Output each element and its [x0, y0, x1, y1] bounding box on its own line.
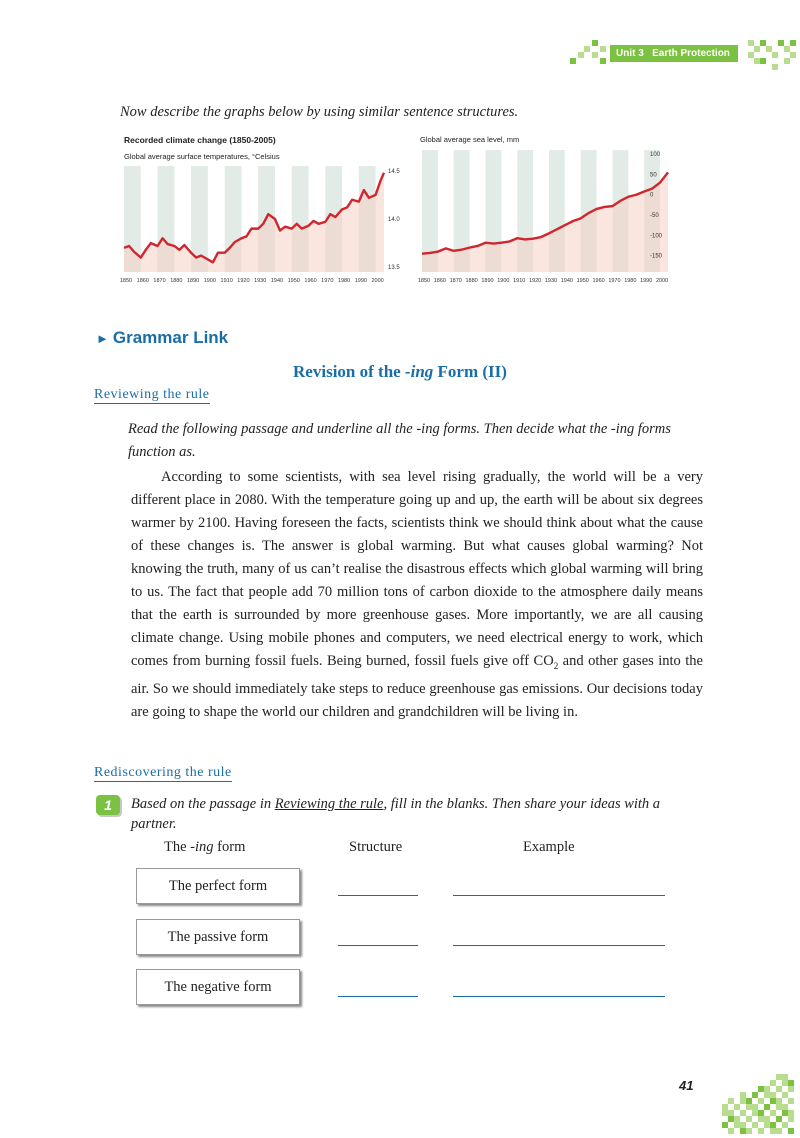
- rediscovering-heading: Rediscovering the rule: [94, 765, 232, 780]
- chart-x-tick-label: 1910: [220, 278, 233, 284]
- chart-y-tick-label: 14.0: [388, 217, 400, 223]
- section-title-pre: Revision of the: [293, 362, 405, 381]
- grammar-link-heading: [96, 328, 228, 348]
- col1-em: -ing: [190, 839, 214, 855]
- chart-x-tick-label: 1850: [119, 278, 133, 284]
- col1-pre: The: [164, 839, 191, 855]
- chart-x-tick-label: 1850: [417, 278, 431, 284]
- chart-x-tick-label: 1950: [287, 278, 300, 284]
- unit-label: Unit 3: [616, 48, 644, 59]
- pixel-square: [772, 52, 778, 58]
- chart-x-tick-label: 1940: [270, 278, 284, 284]
- chart-x-tick-label: 1910: [513, 278, 526, 284]
- chart-y-tick-label: -50: [650, 213, 659, 220]
- form-box-negative: The negative form: [136, 969, 300, 1005]
- task-post: , fill in the blanks. Then share your ideas with a partner.: [131, 796, 661, 832]
- chart-y-tick-label: 100: [650, 152, 661, 159]
- chart-x-tick-label: 1870: [449, 278, 462, 284]
- pixel-square: [788, 1128, 794, 1134]
- chart-x-tick-label: 1940: [560, 278, 573, 284]
- chart-x-tick-label: 1920: [528, 278, 542, 284]
- structure-blank-3[interactable]: [338, 996, 418, 997]
- task-pre: Based on the passage in: [131, 796, 275, 812]
- column-header-example: Example: [523, 839, 575, 855]
- pixel-square: [790, 52, 796, 58]
- pixel-square: [790, 40, 796, 46]
- column-header-form: [164, 839, 245, 856]
- unit-title: Earth Protection: [652, 48, 730, 59]
- chart-y-tick-label: -150: [650, 253, 663, 260]
- chart-x-tick-label: 1950: [576, 278, 589, 284]
- passage-text: According to some scientists, with sea level rising gradually, the world will be a very different place in 2080. With the temperature going up and up, the earth will be about six degrees warmer by 2100. Having foreseen the facts, scientists think we should think about what the cause of these changes is. The answer is global warming. But what causes global warming? Not knowing the truth, many of us can’t realise the disastrous effects which global warming will bring to us. The fact that people add 70 million tons of carbon dioxide to the atmosphere daily means that the earth is surrounded by more greenhouse gases. More importantly, we are all causing climate change. Using mobile phones and computers, we need electrical energy to work, which comes from burning fossil fuels. Being burned, fossil fuels give off CO: [131, 469, 703, 669]
- pixel-square: [772, 64, 778, 70]
- task-link: Reviewing the rule: [274, 796, 384, 812]
- chart-y-tick-label: 14.5: [388, 168, 400, 175]
- form-box-perfect: The perfect form: [136, 868, 300, 904]
- chart-x-tick-label: 1860: [136, 278, 149, 284]
- section-title-post: Form (II): [433, 362, 507, 381]
- chart-y-tick-label: 50: [650, 172, 657, 179]
- pixel-square: [788, 1098, 794, 1104]
- structure-blank-1[interactable]: [338, 895, 418, 896]
- example-blank-2[interactable]: [453, 945, 665, 946]
- chart-x-tick-label: 1930: [544, 278, 558, 284]
- chart-x-tick-label: 1870: [153, 278, 166, 284]
- pixel-square: [758, 1128, 764, 1134]
- chart-plot: [119, 132, 402, 284]
- pixel-square: [788, 1086, 794, 1092]
- triangle-icon: ►: [96, 331, 109, 346]
- chart-ylabel: Global average surface temperatures, °Celsius: [124, 152, 280, 161]
- chart-temperature: [119, 132, 402, 284]
- pixel-square: [784, 58, 790, 64]
- section-title-em: -ing: [404, 362, 434, 381]
- pixel-square: [788, 1116, 794, 1122]
- passage-subscript: 2: [553, 660, 559, 671]
- reading-instruction: Read the following passage and underline all the -ing forms. Then decide what the -ing forms function as.: [128, 421, 671, 460]
- intro-instruction: Now describe the graphs below by using similar sentence structures.: [120, 104, 519, 120]
- pixel-square: [754, 46, 760, 52]
- chart-x-tick-label: 1880: [465, 278, 478, 284]
- column-header-structure: Structure: [349, 839, 403, 855]
- pixel-square: [584, 46, 590, 52]
- chart-x-tick-label: 1900: [497, 278, 510, 284]
- chart-x-tick-label: 1880: [170, 278, 183, 284]
- pixel-square: [754, 58, 760, 64]
- chart-x-tick-label: 1890: [186, 278, 200, 284]
- chart-x-tick-label: 1890: [481, 278, 494, 284]
- pixel-square: [592, 40, 598, 46]
- reading-passage: [131, 466, 703, 724]
- pixel-square: [728, 1128, 734, 1134]
- chart-x-tick-label: 1970: [608, 278, 621, 284]
- section-title: [0, 362, 800, 382]
- example-blank-3[interactable]: [453, 996, 665, 997]
- chart-y-tick-label: 13.5: [388, 265, 400, 272]
- pixel-square: [578, 52, 584, 58]
- structure-blank-2[interactable]: [338, 945, 418, 946]
- pixel-square: [776, 1128, 782, 1134]
- chart-x-tick-label: 1860: [433, 278, 446, 284]
- pixel-square: [570, 58, 576, 64]
- col1-post: form: [213, 839, 246, 855]
- chart-title: Recorded climate change (1850-2005): [124, 135, 276, 145]
- reviewing-heading: Reviewing the rule: [94, 387, 210, 402]
- chart-x-tick-label: 1920: [237, 278, 250, 284]
- page-number: 41: [679, 1078, 694, 1093]
- chart-y-tick-label: -100: [650, 233, 663, 240]
- chart-x-tick-label: 1960: [592, 278, 605, 284]
- pixel-square: [600, 58, 606, 64]
- chart-x-tick-label: 2000: [655, 278, 669, 284]
- chart-title: Global average sea level, mm: [420, 135, 520, 144]
- chart-x-tick-label: 1980: [624, 278, 637, 284]
- task-instruction: [131, 794, 703, 834]
- form-box-passive: The passive form: [136, 919, 300, 955]
- chart-x-tick-label: 1930: [254, 278, 267, 284]
- chart-x-tick-label: 1980: [337, 278, 351, 284]
- chart-y-tick-label: 0: [650, 192, 654, 199]
- example-blank-1[interactable]: [453, 895, 665, 896]
- task-number-badge: 1: [96, 795, 120, 815]
- chart-x-tick-label: 2000: [371, 278, 384, 284]
- pixel-square: [746, 1128, 752, 1134]
- pixel-square: [760, 58, 766, 64]
- chart-x-tick-label: 1990: [640, 278, 653, 284]
- chart-plot: [418, 132, 680, 284]
- pixel-square: [592, 52, 598, 58]
- grammar-link-label: Grammar Link: [112, 328, 229, 347]
- passage-text-end: and other gases into the air. So we should immediately take steps to reduce greenhouse gas emissions. Our decisions today are going to shape the world our children and grandchildren will be living in.: [131, 653, 703, 720]
- chart-x-tick-label: 1970: [321, 278, 334, 284]
- chart-x-tick-label: 1990: [354, 278, 367, 284]
- chart-x-tick-label: 1900: [203, 278, 216, 284]
- unit-header: [610, 45, 738, 62]
- chart-sea-level: [418, 132, 680, 284]
- pixel-square: [600, 46, 606, 52]
- chart-x-tick-label: 1960: [304, 278, 317, 284]
